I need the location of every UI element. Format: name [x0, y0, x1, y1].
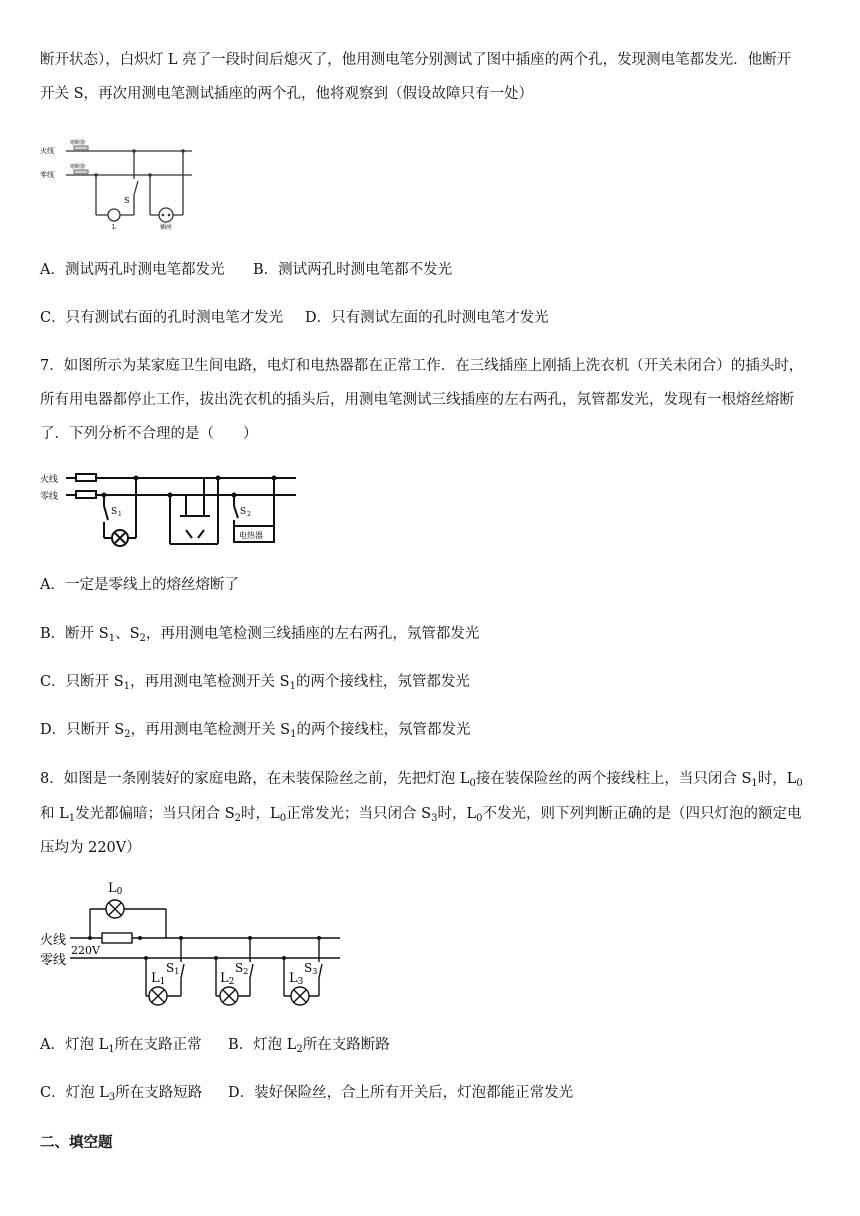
q8-option-a: A．灯泡 $L_1$所在支路正常 — [40, 1037, 202, 1055]
q7-option-c: C．只断开 $S_1$，再用测电笔检测开关 $S_1$的两个接线柱，氖管都发光 — [40, 674, 470, 692]
q8-text-line2: 和 $L_1$发光都偏暗；当只闭合 $S_2$时，$L_0$正常发光；当只闭合 $S_3$时，$L_0$不发光，则下列判断正确的是（四只灯泡的额定电 — [40, 806, 802, 824]
q7-neutral-label: 零线 — [40, 492, 59, 502]
q7-text-line2: 所有用电器都停止工作，拔出洗衣机的插头后，用测电笔测试三线插座的左右两孔，氖管都发光，发现有一根熔丝熔断 — [40, 392, 794, 408]
q7-s2-sub: 2 — [247, 511, 251, 518]
q6-live-label: 火线 — [40, 147, 54, 155]
q8-text-line1: 8．如图是一条刚装好的家庭电路，在未装保险丝之前，先把灯泡 $L_0$接在装保险丝的两个接线柱上，当只闭合 $S_1$时，$L_0$ — [40, 771, 803, 789]
q6-socket-label: 插座 — [160, 224, 173, 231]
q8-s1-label: S1 — [166, 961, 180, 976]
q7-circuit-diagram — [38, 468, 300, 552]
q6-fuse1-label: 熔断器 — [70, 140, 86, 146]
q8-s2-label: S2 — [235, 961, 249, 976]
q6-option-d: D．只有测试左面的孔时测电笔才发光 — [305, 310, 549, 326]
q6-neutral-label: 零线 — [40, 171, 54, 179]
q7-text-line3: 了．下列分析不合理的是（ ） — [40, 426, 258, 442]
q7-s2-label: S — [240, 507, 247, 517]
q6-fuse2-label: 熔断器 — [70, 164, 86, 170]
q6-option-b: B．测试两孔时测电笔都不发光 — [253, 262, 453, 278]
q8-live-label: 火线 — [40, 933, 67, 948]
q8-text-line3: 压均为 220V） — [40, 840, 141, 856]
q7-s1-sub: 1 — [118, 511, 122, 518]
q8-l1-label: L1 — [151, 971, 166, 987]
q7-heater-label: 电热器 — [239, 531, 263, 540]
q8-option-c: C．灯泡 $L_3$所在支路短路 — [40, 1085, 203, 1103]
q8-neutral-label: 零线 — [40, 953, 67, 968]
q8-l2-label: L2 — [220, 971, 235, 987]
q6-text-line2: 开关 S，再次用测电笔测试插座的两个孔，他将观察到（假设故障只有一处） — [40, 86, 534, 102]
q6-option-a: A．测试两孔时测电笔都发光 — [40, 262, 225, 278]
q6-circuit-diagram — [38, 135, 198, 235]
q7-option-a: A．一定是零线上的熔丝熔断了 — [40, 577, 239, 593]
q7-s1-label: S — [111, 507, 118, 517]
q8-option-b: B．灯泡 $L_2$所在支路断路 — [228, 1037, 390, 1055]
q8-circuit-diagram — [38, 878, 344, 1022]
q7-live-label: 火线 — [40, 475, 59, 485]
q6-text-line1: 断开状态），白炽灯 L 亮了一段时间后熄灭了，他用测电笔分别测试了图中插座的两个孔，发现测电笔都发光．他断开 — [40, 52, 792, 68]
q6-option-c: C．只有测试右面的孔时测电笔才发光 — [40, 310, 284, 326]
q8-s3-label: S3 — [304, 961, 318, 976]
q8-l0-label: L0 — [108, 881, 123, 897]
q8-voltage-label: 220V — [71, 944, 100, 957]
q6-lamp-label: L — [112, 224, 116, 231]
section-heading-fill-in: 二、填空题 — [40, 1134, 113, 1151]
q7-text-line1: 7．如图所示为某家庭卫生间电路，电灯和电热器都在正常工作．在三线插座上刚插上洗衣机（开关未闭合）的插头时， — [40, 358, 804, 374]
q6-switch-label: S — [124, 196, 130, 205]
q8-l3-label: L3 — [289, 971, 304, 987]
q8-option-d: D．装好保险丝，合上所有开关后，灯泡都能正常发光 — [228, 1085, 574, 1101]
q7-option-d: D．只断开 $S_2$，再用测电笔检测开关 $S_1$的两个接线柱，氖管都发光 — [40, 722, 471, 740]
q7-option-b: B．断开 $S_1$、$S_2$，再用测电笔检测三线插座的左右两孔，氖管都发光 — [40, 626, 480, 644]
